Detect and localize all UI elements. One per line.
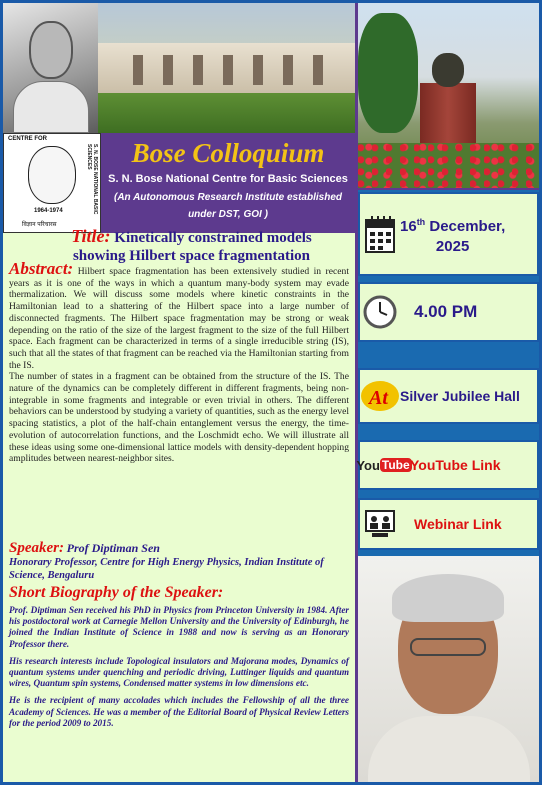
institute-name: S. N. Bose National Centre for Basic Sciences <box>108 173 348 185</box>
sn-bose-portrait <box>3 3 98 133</box>
title-label: Title: <box>71 226 111 246</box>
logo-years: 1964-1974 <box>34 208 63 214</box>
speaker-block <box>9 542 349 582</box>
webinar-card[interactable] <box>358 498 539 550</box>
bio-paragraph-2: His research interests include Topological insulators and Majorana modes, Dynamics of quantum systems under quenching and periodic driving, Luttinger liquids and quantum wires, Quantum spin systems, Condensed matter systems in low dimensions etc. <box>9 655 349 689</box>
clock-icon <box>360 295 400 329</box>
title-text-line1: Kinetically constrained models <box>114 230 312 246</box>
location-badge-icon <box>360 379 400 413</box>
abstract-paragraph-2: The number of states in a fragment can be obtained from the structure of the IS. The nature of the dynamics can be completely different in different fragments, being non-integrable in some fragments and integrable or even trivial in others. The different behaviors can be understood by studying a variety of quantities, such as the energy level spacing statistics, a plot of the half-chain entanglement versus the energy, the time-evolution of autocorrelation functions, and the Loschmidt echo. We will illustrate all these ideas using some one-dimensional lattice models with density-dependent hopping amplitudes between nearest-neighbor sites. <box>9 371 349 465</box>
venue-card <box>358 368 539 424</box>
webinar-link[interactable]: Webinar Link <box>414 516 502 532</box>
biography <box>9 605 349 735</box>
bio-paragraph-3: He is the recipient of many accolades which includes the Fellowship of all the three Academy of Sciences. He was a member of the Editorial Board of Physical Review Letters for the period 2009 to 2015. <box>9 695 349 728</box>
speaker-affiliation: Honorary Professor, Centre for High Energy Physics, Indian Institute of Science, Bengaluru <box>9 557 324 581</box>
speaker-photo <box>358 556 539 782</box>
youtube-link[interactable]: YouTube Link <box>410 457 501 473</box>
title-text-line2: showing Hilbert space fragmentation <box>72 248 311 264</box>
abstract <box>9 259 349 465</box>
time-text: 4.00 PM <box>414 302 478 321</box>
date-card <box>358 192 539 276</box>
logo-face-icon <box>28 146 76 204</box>
webinar-icon <box>360 509 400 539</box>
flower-bed <box>358 143 539 188</box>
logo-side-text: S. N. BOSE NATIONAL BASIC SCIENCES <box>86 144 98 215</box>
header-title-block <box>101 138 355 223</box>
logo-top-text: CENTRE FOR <box>8 136 47 142</box>
speaker-name: Prof Diptiman Sen <box>66 541 160 555</box>
youtube-card[interactable] <box>358 440 539 490</box>
talk-title <box>28 227 355 265</box>
statue-photo <box>358 3 539 188</box>
abstract-label: Abstract: <box>9 259 74 278</box>
time-card <box>358 282 539 342</box>
institute-status: (An Autonomous Research Institute established under DST, GOI ) <box>114 192 342 220</box>
statue-pedestal <box>420 83 476 148</box>
date-text: 16th December, 2025 <box>400 216 506 255</box>
svg-text:At: At <box>369 387 388 409</box>
institute-logo <box>3 133 101 233</box>
bio-paragraph-1: Prof. Diptiman Sen received his PhD in Physics from Princeton University in 1984. After his postdoctoral work at Carnegie Mellon University and the University of Edinburgh, he joined the Indian Institute of Science in 1988 and now is serving as an Honorary Professor there. <box>9 605 349 649</box>
abstract-paragraph-1: Hilbert space fragmentation has been extensively studied in recent years as it is one of the ways in which a quantum many-body system may evade thermalization. We will discuss some models where kinetic constraints in the Hamiltonian lead to a shattering of the Hilbert space into a large number of disconnected fragments. The Hilbert space fragmentation may be strong or weak depending on the ratio of the size of the largest fragment to the size of the full Hilbert space. Each fragment can be characterized in terms of a single irreducible string (IS), such that all the states of that fragment can be reached via the Hamiltonian starting from the IS. <box>9 266 349 371</box>
biography-heading: Short Biography of the Speaker: <box>9 584 224 601</box>
youtube-logo-icon: You Tube <box>356 457 410 473</box>
venue-text: Silver Jubilee Hall <box>400 388 520 404</box>
logo-sub: विज्ञान परिचारस <box>22 222 57 228</box>
speaker-label: Speaker: <box>9 540 64 556</box>
calendar-icon <box>360 214 400 254</box>
colloquium-title: Bose Colloquium <box>131 138 325 168</box>
statue-bust <box>432 53 464 87</box>
